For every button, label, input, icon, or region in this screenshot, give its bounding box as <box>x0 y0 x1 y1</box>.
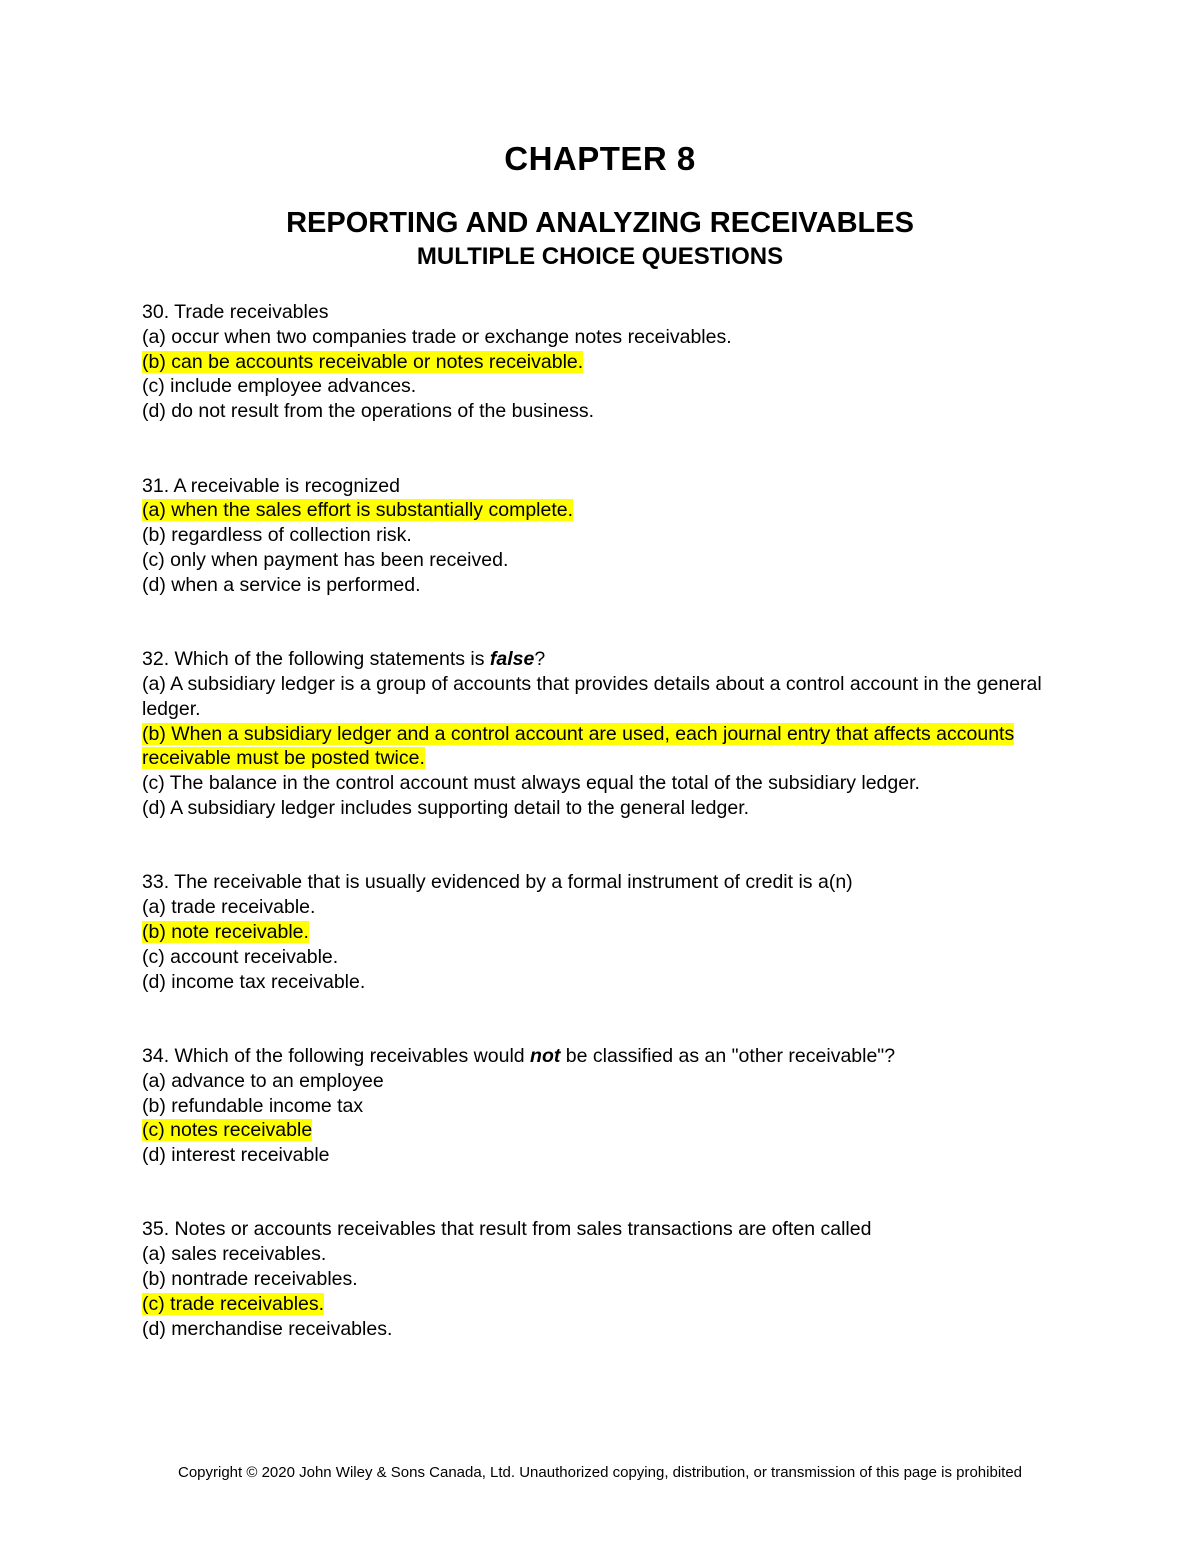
question-stem: 32. Which of the following statements is false? <box>142 648 546 671</box>
question-stem: 34. Which of the following receivables would not be classified as an "other receivable"? <box>142 1044 896 1067</box>
question-stem: 35. Notes or accounts receivables that result from sales transactions are often called <box>142 1218 872 1241</box>
question-list <box>142 300 1042 1391</box>
option-c: (c) account receivable. <box>142 945 339 968</box>
question-stem: 30. Trade receivables <box>142 301 329 323</box>
option-d: (d) interest receivable <box>142 1144 330 1167</box>
option-a: (a) occur when two companies trade or exchange notes receivables. <box>142 325 732 348</box>
option-a: (a) advance to an employee <box>142 1069 384 1092</box>
option-d: (d) income tax receivable. <box>142 970 366 993</box>
option-d: (d) do not result from the operations of the business. <box>142 400 594 423</box>
option-d: (d) A subsidiary ledger includes supporting detail to the general ledger. <box>142 796 750 819</box>
answer-highlight: (b) note receivable. <box>142 920 309 943</box>
option-b-answer <box>142 350 1042 375</box>
option-b: (b) nontrade receivables. <box>142 1268 358 1291</box>
answer-highlight: (b) can be accounts receivable or notes receivable. <box>142 350 584 373</box>
emphasis-not: not <box>530 1044 561 1067</box>
option-c-answer <box>142 1118 1042 1143</box>
answer-highlight: (c) trade receivables. <box>142 1292 325 1315</box>
option-a-answer <box>142 498 1042 523</box>
question-33 <box>142 870 1042 994</box>
question-32 <box>142 647 1042 821</box>
copyright-footer: Copyright © 2020 John Wiley & Sons Canada, Ltd. Unauthorized copying, distribution, or transmission of this page is prohibited <box>177 1464 1022 1481</box>
question-stem: 31. A receivable is recognized <box>142 474 400 497</box>
question-35 <box>142 1217 1042 1341</box>
option-b-answer <box>142 722 1042 772</box>
option-a: (a) trade receivable. <box>142 896 316 919</box>
option-c: (c) The balance in the control account must always equal the total of the subsidiary ledger. <box>142 772 920 795</box>
option-d: (d) merchandise receivables. <box>142 1317 393 1340</box>
answer-highlight: (a) when the sales effort is substantially complete. <box>142 499 574 522</box>
question-34 <box>142 1044 1042 1168</box>
option-b: (b) regardless of collection risk. <box>142 524 412 547</box>
chapter-subtitle: REPORTING AND ANALYZING RECEIVABLES <box>286 207 914 239</box>
option-a: (a) A subsidiary ledger is a group of accounts that provides details about a control account in the general ledger. <box>142 672 1042 720</box>
question-30 <box>142 300 1042 424</box>
section-title: MULTIPLE CHOICE QUESTIONS <box>416 243 784 270</box>
question-stem: 33. The receivable that is usually evidenced by a formal instrument of credit is a(n) <box>142 871 853 894</box>
option-c: (c) only when payment has been received. <box>142 548 509 571</box>
answer-highlight: (b) When a subsidiary ledger and a control account are used, each journal entry that affects accounts receivable must be posted twice. <box>142 722 1015 770</box>
question-31 <box>142 474 1042 598</box>
option-d: (d) when a service is performed. <box>142 573 421 596</box>
option-b: (b) refundable income tax <box>142 1094 364 1117</box>
option-c-answer <box>142 1292 1042 1317</box>
emphasis-false: false <box>489 648 535 671</box>
option-b-answer <box>142 920 1042 945</box>
option-c: (c) include employee advances. <box>142 375 417 398</box>
answer-highlight: (c) notes receivable <box>142 1119 313 1142</box>
chapter-title: CHAPTER 8 <box>504 140 696 177</box>
option-a: (a) sales receivables. <box>142 1243 327 1266</box>
